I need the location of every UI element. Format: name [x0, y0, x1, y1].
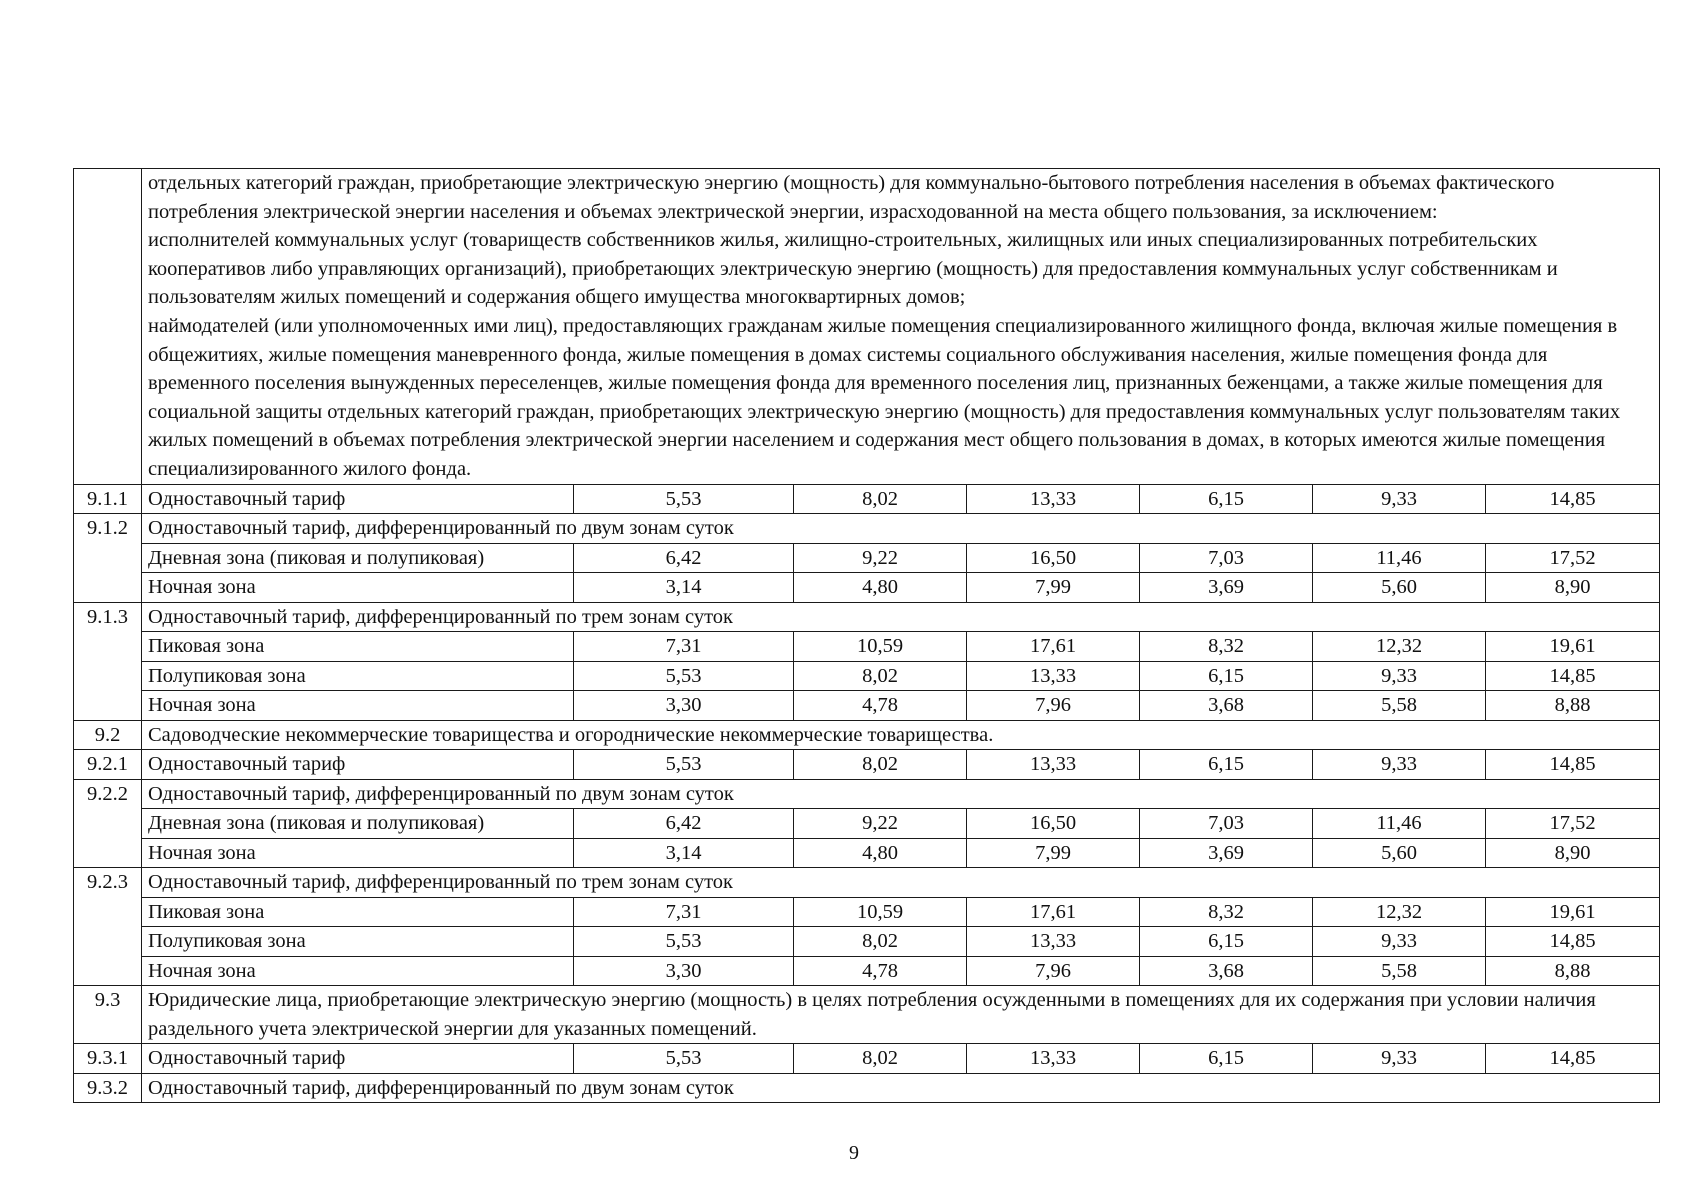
- table-row: [74, 514, 1660, 544]
- row-section-title: Одноставочный тариф, дифференцированный по двум зонам суток: [142, 779, 1660, 809]
- row-section-title: Юридические лица, приобретающие электрическую энергию (мощность) в целях потребления осужденными в помещениях для их содержания при условии наличия раздельного учета электрической энергии для указанных помещений.: [142, 986, 1660, 1044]
- value-cell: 7,31: [574, 632, 794, 662]
- table-row: [74, 927, 1660, 957]
- value-cell: 8,88: [1486, 956, 1660, 986]
- value-cell: 9,22: [794, 809, 967, 839]
- row-code: 9.2.1: [74, 750, 142, 780]
- value-cell: 9,33: [1313, 750, 1486, 780]
- table-row: [74, 750, 1660, 780]
- table-row: [74, 868, 1660, 898]
- value-cell: 4,80: [794, 838, 967, 868]
- row-code: 9.1.1: [74, 484, 142, 514]
- value-cell: 17,52: [1486, 543, 1660, 573]
- value-cell: 5,53: [574, 927, 794, 957]
- row-code: 9.1.3: [74, 602, 142, 720]
- row-name: Ночная зона: [142, 956, 574, 986]
- value-cell: 7,03: [1140, 809, 1313, 839]
- value-cell: 9,33: [1313, 1044, 1486, 1074]
- value-cell: 5,58: [1313, 691, 1486, 721]
- intro-paragraph: исполнителей коммунальных услуг (товариществ собственников жилья, жилищно-строительных, жилищных или иных специализированных потребительских кооперативов либо управляющих организаций), приобретающих электрическую энергию (мощность) для предоставления коммунальных услуг собственникам и пользователям жилых помещений и содержания общего имущества многоквартирных домов;: [148, 229, 1558, 309]
- value-cell: 3,30: [574, 956, 794, 986]
- value-cell: 7,96: [967, 956, 1140, 986]
- value-cell: 8,88: [1486, 691, 1660, 721]
- value-cell: 13,33: [967, 927, 1140, 957]
- value-cell: 4,78: [794, 691, 967, 721]
- value-cell: 5,53: [574, 661, 794, 691]
- value-cell: 9,33: [1313, 661, 1486, 691]
- value-cell: 8,90: [1486, 838, 1660, 868]
- row-code: 9.3.1: [74, 1044, 142, 1074]
- table-row: [74, 1044, 1660, 1074]
- value-cell: 9,33: [1313, 927, 1486, 957]
- table-row: [74, 1073, 1660, 1103]
- table-row: [74, 838, 1660, 868]
- value-cell: 8,90: [1486, 573, 1660, 603]
- value-cell: 8,02: [794, 927, 967, 957]
- value-cell: 17,61: [967, 897, 1140, 927]
- value-cell: 4,80: [794, 573, 967, 603]
- value-cell: 13,33: [967, 1044, 1140, 1074]
- value-cell: 5,53: [574, 1044, 794, 1074]
- row-name: Ночная зона: [142, 573, 574, 603]
- value-cell: 6,15: [1140, 927, 1313, 957]
- value-cell: 10,59: [794, 632, 967, 662]
- row-name: Полупиковая зона: [142, 927, 574, 957]
- value-cell: 12,32: [1313, 897, 1486, 927]
- value-cell: 12,32: [1313, 632, 1486, 662]
- value-cell: 6,15: [1140, 661, 1313, 691]
- value-cell: 8,02: [794, 1044, 967, 1074]
- table-row: [74, 956, 1660, 986]
- tariff-table: [73, 168, 1660, 1103]
- value-cell: 14,85: [1486, 484, 1660, 514]
- table-row: [74, 169, 1660, 485]
- intro-paragraph: отдельных категорий граждан, приобретающие электрическую энергию (мощность) для коммунально-бытового потребления населения в объемах фактического потребления электрической энергии населения и объемах электрической энергии, израсходованной на места общего пользования, за исключением:: [148, 172, 1555, 223]
- value-cell: 7,96: [967, 691, 1140, 721]
- value-cell: 5,53: [574, 484, 794, 514]
- value-cell: 17,61: [967, 632, 1140, 662]
- row-code: 9.2.2: [74, 779, 142, 868]
- table-row: [74, 897, 1660, 927]
- value-cell: 8,02: [794, 661, 967, 691]
- table-row: [74, 632, 1660, 662]
- row-code: 9.1.2: [74, 514, 142, 603]
- value-cell: 16,50: [967, 543, 1140, 573]
- page-number: 9: [849, 1142, 859, 1164]
- value-cell: 19,61: [1486, 632, 1660, 662]
- intro-description: [142, 169, 1660, 485]
- value-cell: 5,53: [574, 750, 794, 780]
- value-cell: 10,59: [794, 897, 967, 927]
- row-section-title: Одноставочный тариф, дифференцированный по двум зонам суток: [142, 514, 1660, 544]
- table-row: [74, 779, 1660, 809]
- value-cell: 14,85: [1486, 1044, 1660, 1074]
- table-row: [74, 986, 1660, 1044]
- row-name: Одноставочный тариф: [142, 1044, 574, 1074]
- value-cell: 11,46: [1313, 809, 1486, 839]
- row-code: 9.3.2: [74, 1073, 142, 1103]
- value-cell: 7,99: [967, 573, 1140, 603]
- value-cell: 14,85: [1486, 750, 1660, 780]
- value-cell: 7,31: [574, 897, 794, 927]
- row-section-title: Одноставочный тариф, дифференцированный по двум зонам суток: [142, 1073, 1660, 1103]
- row-name: Одноставочный тариф: [142, 484, 574, 514]
- value-cell: 5,60: [1313, 573, 1486, 603]
- code-cell: [74, 169, 142, 485]
- row-name: Ночная зона: [142, 838, 574, 868]
- value-cell: 5,60: [1313, 838, 1486, 868]
- value-cell: 13,33: [967, 750, 1140, 780]
- intro-paragraph: наймодателей (или уполномоченных ими лиц), предоставляющих гражданам жилые помещения специализированного жилищного фонда, включая жилые помещения в общежитиях, жилые помещения маневренного фонда, жилые помещения в домах системы социального обслуживания населения, жилые помещения фонда для временного поселения вынужденных переселенцев, жилые помещения фонда для временного поселения лиц, признанных беженцами, а также жилые помещения для социальной защиты отдельных категорий граждан, приобретающих электрическую энергию (мощность) для предоставления коммунальных услуг пользователям таких жилых помещений в объемах потребления электрической энергии населением и содержания мест общего пользования в домах, в которых имеются жилые помещения специализированного жилого фонда.: [148, 314, 1621, 480]
- value-cell: 6,15: [1140, 750, 1313, 780]
- value-cell: 3,68: [1140, 956, 1313, 986]
- row-name: Полупиковая зона: [142, 661, 574, 691]
- value-cell: 3,69: [1140, 838, 1313, 868]
- row-name: Ночная зона: [142, 691, 574, 721]
- table-row: [74, 484, 1660, 514]
- value-cell: 3,30: [574, 691, 794, 721]
- value-cell: 17,52: [1486, 809, 1660, 839]
- row-code: 9.3: [74, 986, 142, 1044]
- row-name: Пиковая зона: [142, 897, 574, 927]
- value-cell: 13,33: [967, 484, 1140, 514]
- table-row: [74, 602, 1660, 632]
- value-cell: 6,15: [1140, 484, 1313, 514]
- row-name: Пиковая зона: [142, 632, 574, 662]
- row-section-title: Одноставочный тариф, дифференцированный по трем зонам суток: [142, 602, 1660, 632]
- value-cell: 8,02: [794, 484, 967, 514]
- row-section-title: Садоводческие некоммерческие товарищества и огороднические некоммерческие товарищества.: [142, 720, 1660, 750]
- value-cell: 13,33: [967, 661, 1140, 691]
- value-cell: 9,22: [794, 543, 967, 573]
- value-cell: 3,14: [574, 573, 794, 603]
- value-cell: 11,46: [1313, 543, 1486, 573]
- value-cell: 16,50: [967, 809, 1140, 839]
- value-cell: 5,58: [1313, 956, 1486, 986]
- table-row: [74, 691, 1660, 721]
- row-name: Одноставочный тариф: [142, 750, 574, 780]
- row-name: Дневная зона (пиковая и полупиковая): [142, 809, 574, 839]
- value-cell: 7,03: [1140, 543, 1313, 573]
- value-cell: 9,33: [1313, 484, 1486, 514]
- value-cell: 8,32: [1140, 897, 1313, 927]
- value-cell: 19,61: [1486, 897, 1660, 927]
- value-cell: 7,99: [967, 838, 1140, 868]
- value-cell: 14,85: [1486, 661, 1660, 691]
- value-cell: 4,78: [794, 956, 967, 986]
- value-cell: 6,15: [1140, 1044, 1313, 1074]
- table-row: [74, 543, 1660, 573]
- table-row: [74, 809, 1660, 839]
- value-cell: 6,42: [574, 543, 794, 573]
- table-row: [74, 720, 1660, 750]
- row-name: Дневная зона (пиковая и полупиковая): [142, 543, 574, 573]
- value-cell: 14,85: [1486, 927, 1660, 957]
- row-section-title: Одноставочный тариф, дифференцированный по трем зонам суток: [142, 868, 1660, 898]
- value-cell: 8,02: [794, 750, 967, 780]
- value-cell: 3,14: [574, 838, 794, 868]
- value-cell: 3,68: [1140, 691, 1313, 721]
- value-cell: 3,69: [1140, 573, 1313, 603]
- value-cell: 6,42: [574, 809, 794, 839]
- table-row: [74, 573, 1660, 603]
- table-row: [74, 661, 1660, 691]
- row-code: 9.2.3: [74, 868, 142, 986]
- row-code: 9.2: [74, 720, 142, 750]
- value-cell: 8,32: [1140, 632, 1313, 662]
